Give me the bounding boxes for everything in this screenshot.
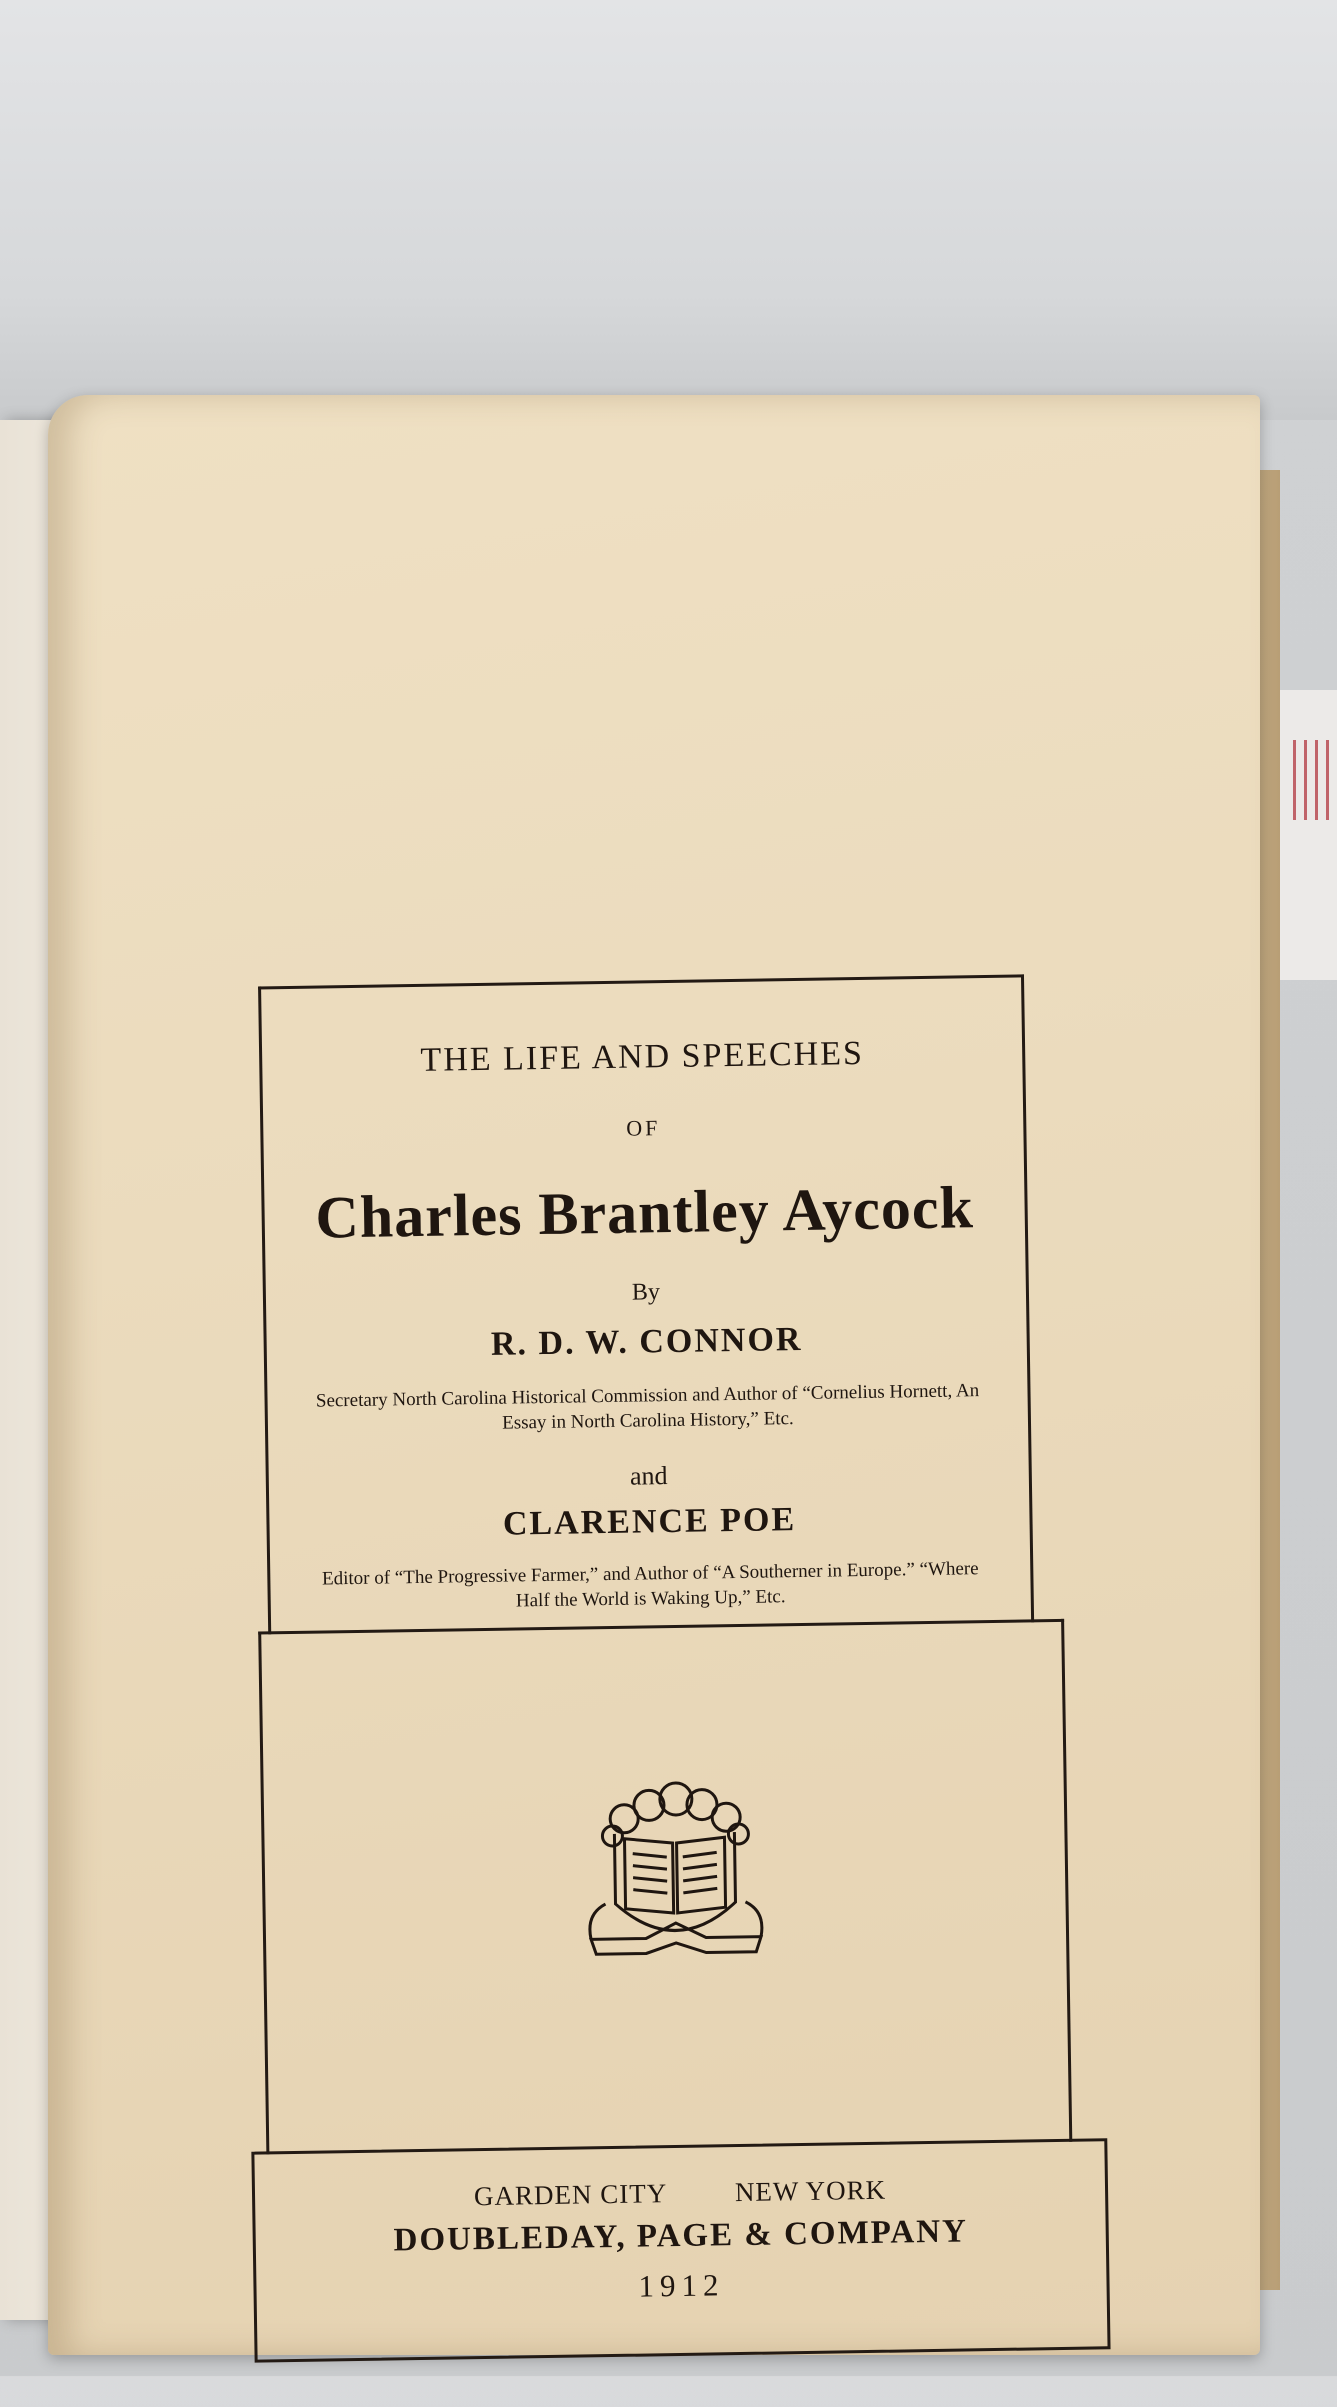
background-card [1270,690,1337,980]
by-label: By [631,1279,661,1306]
emblem-box [258,1619,1072,2155]
publisher-location [255,2171,1105,2215]
author1-description: Secretary North Carolina Historical Commission and Author of “Cornelius Hornett, An Essay in North Carolina History,” Etc. [315,1380,980,1434]
and-label: and [629,1461,668,1491]
author2-name: CLARENCE POE [502,1501,797,1543]
publisher-box [251,2138,1110,2362]
author2-description: Editor of “The Progressive Farmer,” and Author of “A Southerner in Europe.” “Where Half the World is Waking Up,” Etc. [321,1558,979,1612]
publisher-name: DOUBLEDAY, PAGE & COMPANY [393,2213,969,2259]
title-box [258,974,1034,1634]
publisher-emblem-icon [583,1772,766,1975]
publisher-state: NEW YORK [734,2174,887,2208]
book-subject: Charles Brantley Aycock [314,1174,975,1251]
of-label: OF [626,1115,661,1141]
publication-year: 1912 [638,2267,725,2304]
background-wall [0,0,1337,420]
background-ruler-marks [1285,740,1330,820]
book-heading: THE LIFE AND SPEECHES [420,1034,865,1079]
author1-name: R. D. W. CONNOR [490,1320,803,1363]
title-frame [218,973,1140,2407]
publisher-city: GARDEN CITY [473,2178,668,2212]
title-page [48,395,1260,2355]
